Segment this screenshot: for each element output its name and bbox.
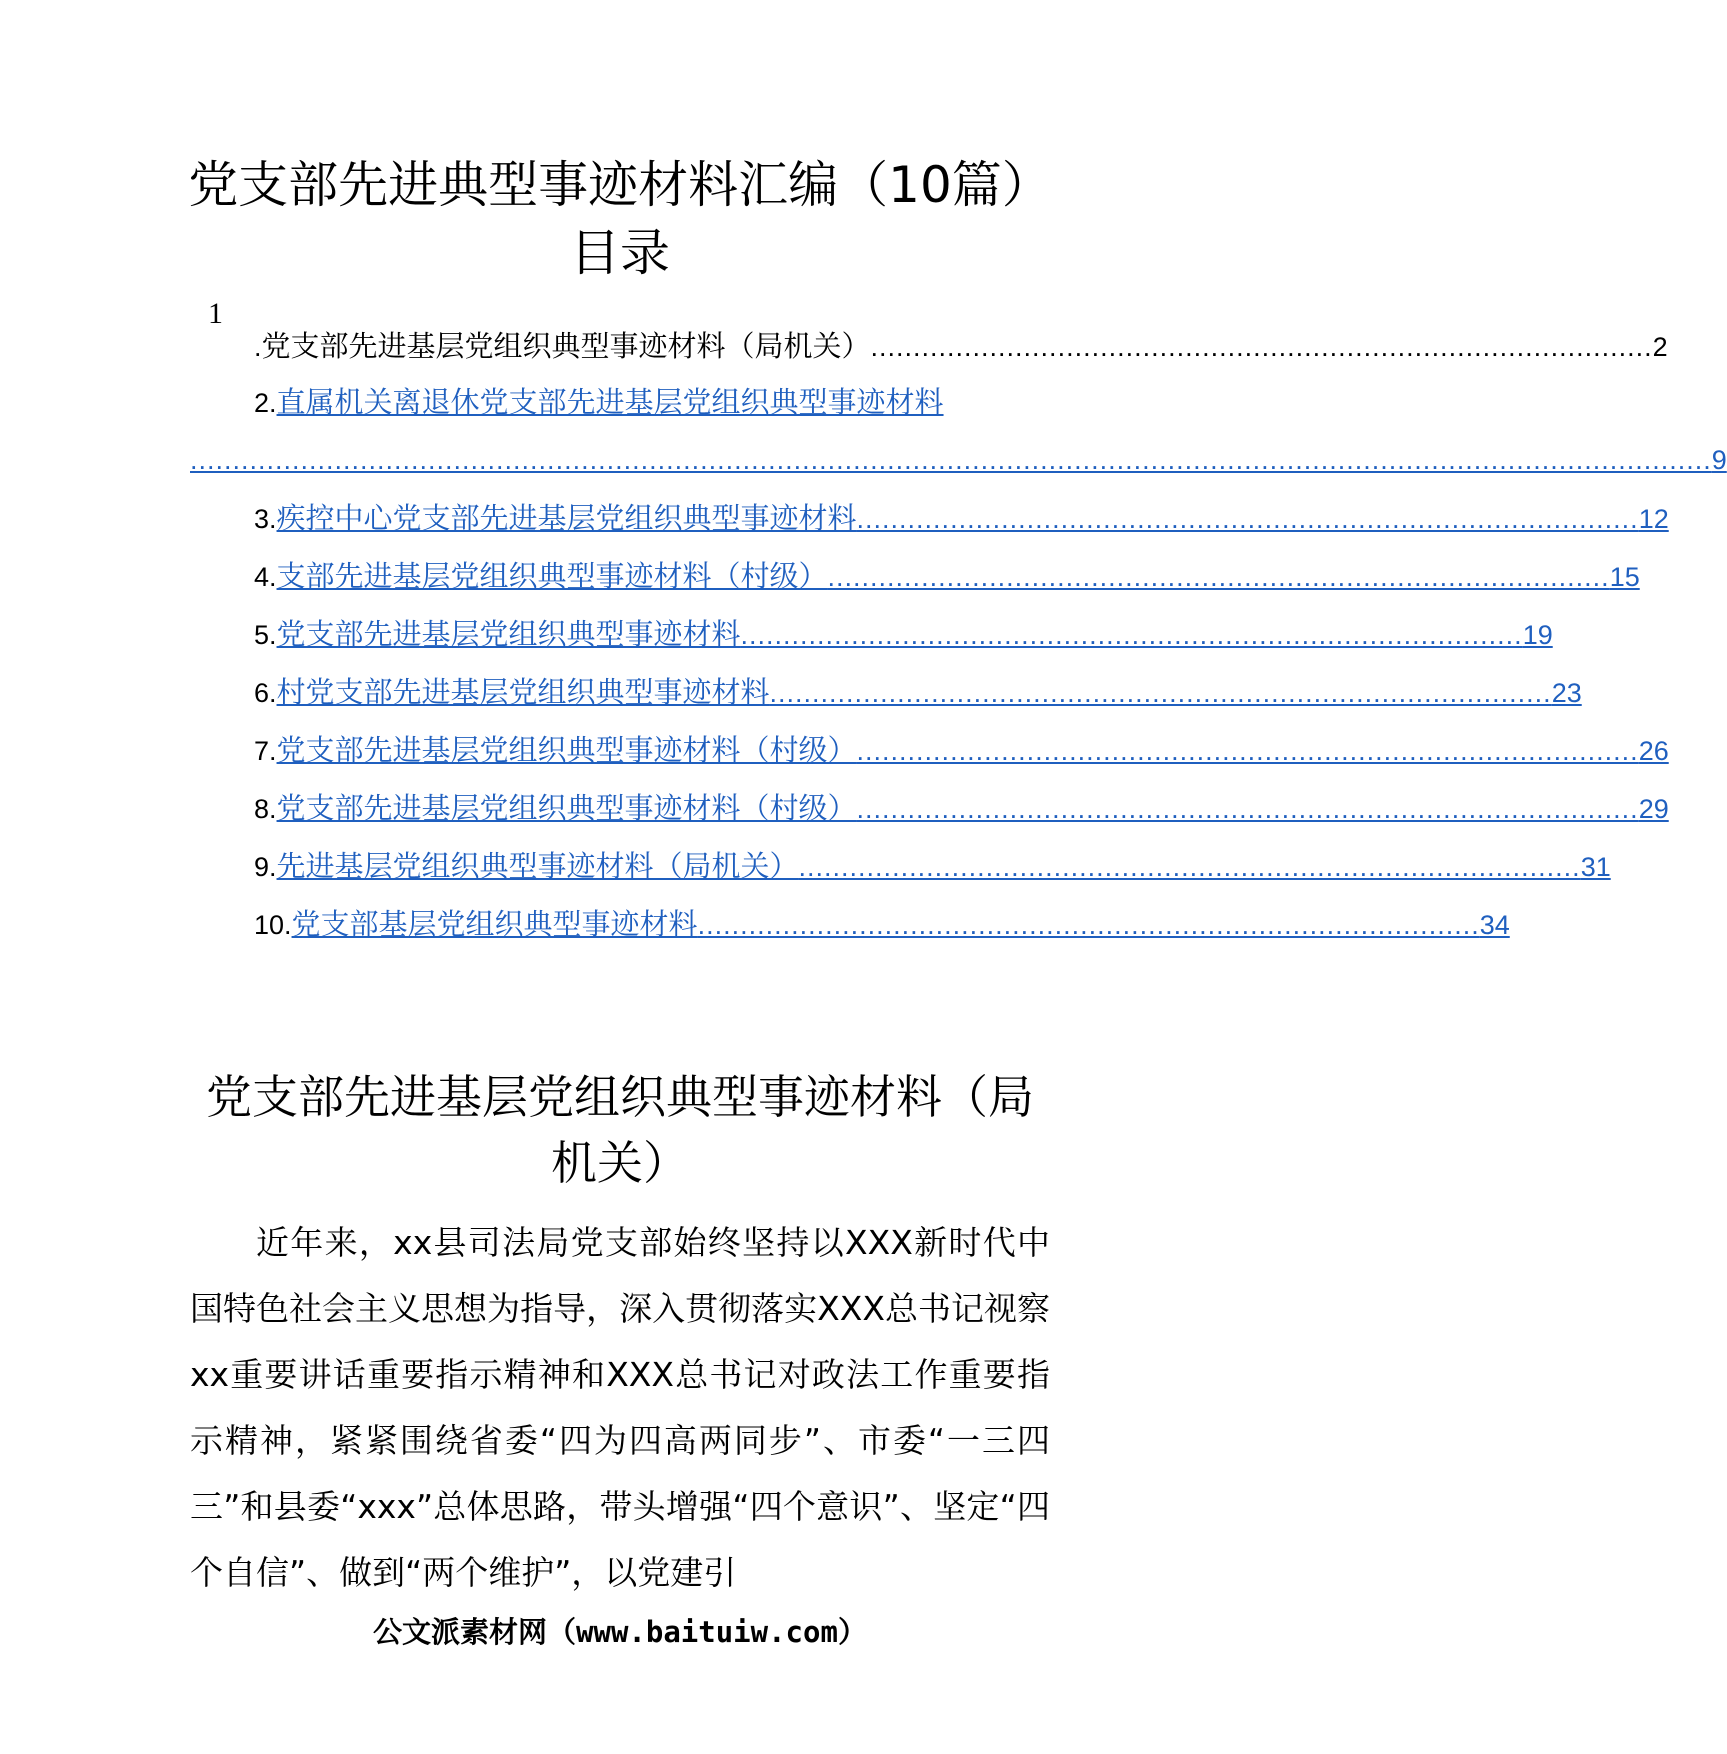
toc-entry-page[interactable]: 23 bbox=[1551, 678, 1582, 708]
toc-dot-leader: ............................................................................................ bbox=[856, 794, 1639, 824]
toc-entry-number: 9. bbox=[254, 852, 277, 882]
toc-entry-number: 6. bbox=[254, 678, 277, 708]
toc-dot-leader: ............................................................................................ bbox=[827, 562, 1610, 592]
toc-entry-6[interactable] bbox=[254, 670, 1582, 714]
toc-entry-title[interactable]: 先进基层党组织典型事迹材料（局机关） bbox=[276, 849, 799, 883]
toc-entry-8[interactable] bbox=[254, 786, 1669, 830]
toc-entry-title[interactable]: 直属机关离退休党支部先进基层党组织典型事迹材料 bbox=[276, 385, 944, 419]
toc-heading: 目录 bbox=[570, 224, 670, 282]
toc-entry-number: 7. bbox=[254, 736, 277, 766]
toc-entry-2[interactable] bbox=[254, 380, 1046, 424]
toc-entry-3[interactable] bbox=[254, 496, 1669, 540]
section-title: 党支部先进基层党组织典型事迹材料（局机关） bbox=[206, 1070, 1034, 1190]
toc-entry-title: 党支部先进基层党组织典型事迹材料（局机关） bbox=[261, 329, 871, 363]
toc-entry-title[interactable]: 疾控中心党支部先进基层党组织典型事迹材料 bbox=[276, 501, 857, 535]
body-paragraph: 近年来，xx县司法局党支部始终坚持以XXX新时代中国特色社会主义思想为指导，深入贯彻落实XXX总书记视察xx重要讲话重要指示精神和XXX总书记对政法工作重要指示精神，紧紧围绕省委“四为四高两同步”、市委“一三四三”和县委“xxx”总体思路，带头增强“四个意识”、坚定“四个自信”、做到“两个维护”，以党建引 bbox=[190, 1223, 1050, 1592]
toc-entry-title[interactable]: 支部先进基层党组织典型事迹材料（村级） bbox=[276, 559, 828, 593]
toc-dot-leader: ............................................................................................ bbox=[740, 620, 1523, 650]
toc-dot-leader: ............................................................................................ bbox=[870, 332, 1653, 362]
toc-entry-title[interactable]: 党支部基层党组织典型事迹材料 bbox=[291, 907, 698, 941]
toc-entry-title[interactable]: 党支部先进基层党组织典型事迹材料（村级） bbox=[276, 733, 857, 767]
toc-entry-number: 3. bbox=[254, 504, 277, 534]
toc-dot-leader: ............................................................................................ bbox=[856, 736, 1639, 766]
toc-entry-title[interactable]: 党支部先进基层党组织典型事迹材料（村级） bbox=[276, 791, 857, 825]
toc-entry-number: 5. bbox=[254, 620, 277, 650]
document-title: 党支部先进典型事迹材料汇编（10篇） bbox=[188, 156, 1052, 214]
toc-entry-page[interactable]: 15 bbox=[1609, 562, 1640, 592]
toc-entry-title[interactable]: 村党支部先进基层党组织典型事迹材料 bbox=[276, 675, 770, 709]
toc-entry-10[interactable] bbox=[254, 902, 1510, 946]
toc-entry-title[interactable]: 党支部先进基层党组织典型事迹材料 bbox=[276, 617, 741, 651]
toc-entry-number: 8. bbox=[254, 794, 277, 824]
stray-page-number: 1 bbox=[208, 297, 223, 330]
toc-entry-page[interactable]: 26 bbox=[1638, 736, 1669, 766]
toc-entry-7[interactable] bbox=[254, 728, 1669, 772]
toc-entry-number: 10. bbox=[254, 910, 292, 940]
toc-dot-leader: ............................................................................................ bbox=[798, 852, 1581, 882]
toc-entry-2-continuation[interactable] bbox=[190, 438, 1727, 482]
toc-entry-4[interactable] bbox=[254, 554, 1640, 598]
toc-entry-number: 4. bbox=[254, 562, 277, 592]
toc-entry-page[interactable]: 19 bbox=[1522, 620, 1553, 650]
footer-url: （www.baituiw.com） bbox=[547, 1615, 867, 1649]
toc-dot-leader: ............................................................................................ bbox=[697, 910, 1480, 940]
toc-entry-page[interactable]: 29 bbox=[1638, 794, 1669, 824]
toc-entry-9[interactable] bbox=[254, 844, 1611, 888]
toc-entry-1[interactable] bbox=[254, 324, 1668, 368]
toc-entry-page[interactable]: 12 bbox=[1638, 504, 1669, 534]
toc-entry-5[interactable] bbox=[254, 612, 1553, 656]
toc-dot-leader: ................................................................................................................................................................................... bbox=[190, 445, 1712, 475]
footer-watermark bbox=[0, 1612, 1240, 1652]
toc-entry-page[interactable]: 9 bbox=[1711, 445, 1727, 475]
toc-entry-page[interactable]: 31 bbox=[1580, 852, 1611, 882]
footer-site-name: 公文派素材网 bbox=[373, 1615, 548, 1649]
toc-entry-page[interactable]: 34 bbox=[1479, 910, 1510, 940]
toc-entry-number: 2. bbox=[254, 388, 277, 418]
toc-entry-page: 2 bbox=[1652, 332, 1668, 362]
toc-entry-number: . bbox=[254, 332, 262, 362]
toc-dot-leader: ............................................................................................ bbox=[769, 678, 1552, 708]
toc-dot-leader: ............................................................................................ bbox=[856, 504, 1639, 534]
